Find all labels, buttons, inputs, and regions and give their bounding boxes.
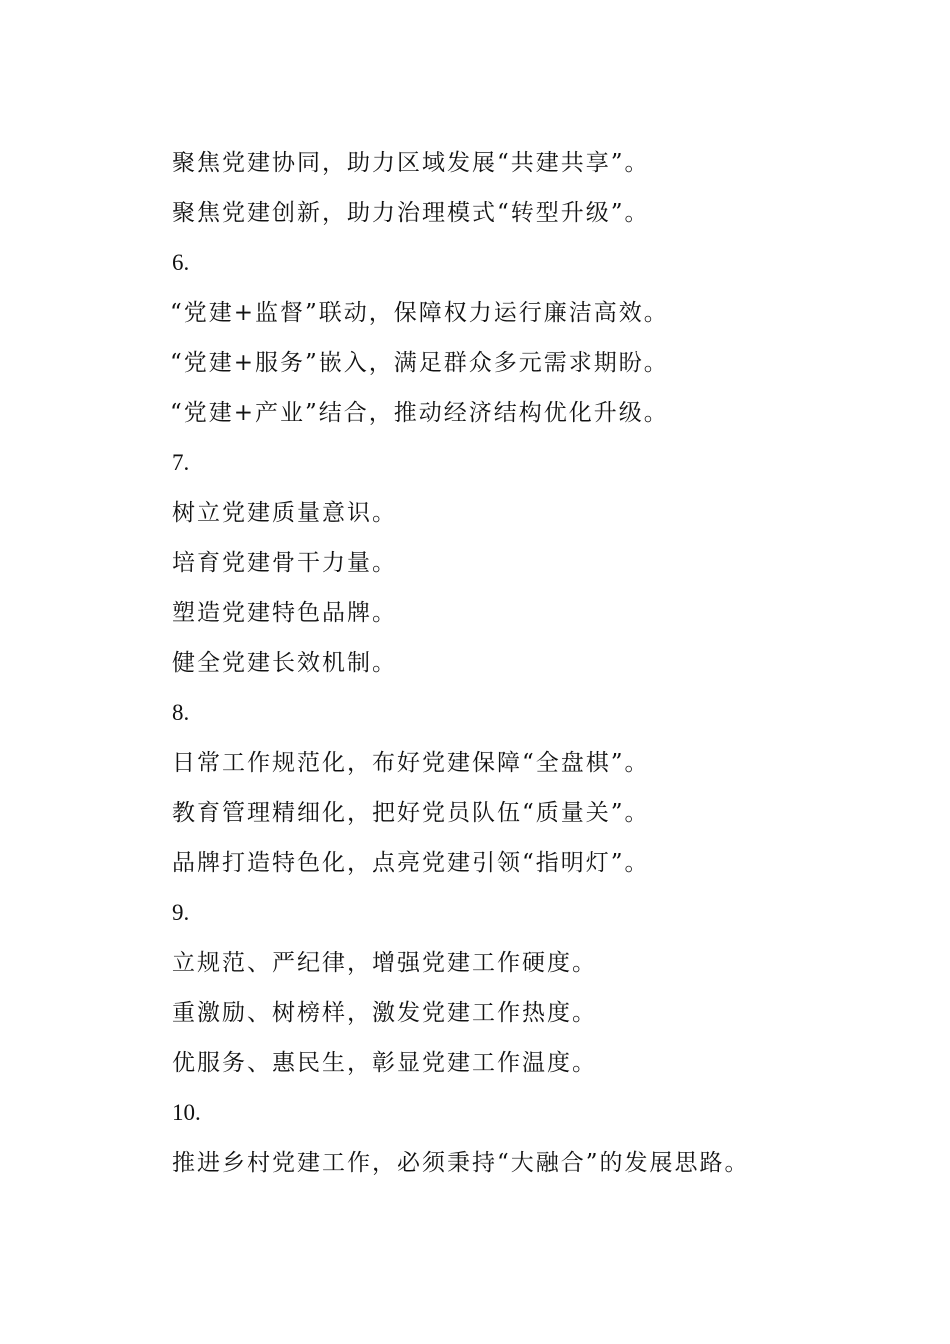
text-line: “党建+服务”嵌入，满足群众多元需求期盼。 [170, 350, 669, 376]
text-line: 教育管理精细化，把好党员队伍“质量关”。 [172, 800, 650, 826]
section-number: 6. [172, 250, 190, 275]
text-line: 树立党建质量意识。 [172, 500, 397, 526]
section-number: 7. [172, 450, 190, 475]
text-line: 优服务、惠民生，彰显党建工作温度。 [172, 1050, 597, 1076]
text-line: 健全党建长效机制。 [172, 650, 397, 676]
text-line: 立规范、严纪律，增强党建工作硬度。 [172, 950, 597, 976]
document-body [172, 138, 872, 1188]
section-number: 10. [172, 1100, 201, 1125]
text-line: “党建+监督”联动，保障权力运行廉洁高效。 [170, 300, 669, 326]
text-line: 日常工作规范化，布好党建保障“全盘棋”。 [172, 750, 650, 776]
section-number: 9. [172, 900, 190, 925]
text-line: 聚焦党建创新，助力治理模式“转型升级”。 [172, 200, 650, 226]
text-line: 推进乡村党建工作，必须秉持“大融合”的发展思路。 [172, 1150, 750, 1176]
text-line: 品牌打造特色化，点亮党建引领“指明灯”。 [172, 850, 650, 876]
section-number: 8. [172, 700, 190, 725]
text-line: “党建+产业”结合，推动经济结构优化升级。 [170, 400, 669, 426]
text-line: 培育党建骨干力量。 [172, 550, 397, 576]
text-line: 重激励、树榜样，激发党建工作热度。 [172, 1000, 597, 1026]
text-line: 聚焦党建协同，助力区域发展“共建共享”。 [172, 150, 650, 176]
text-line: 塑造党建特色品牌。 [172, 600, 397, 626]
